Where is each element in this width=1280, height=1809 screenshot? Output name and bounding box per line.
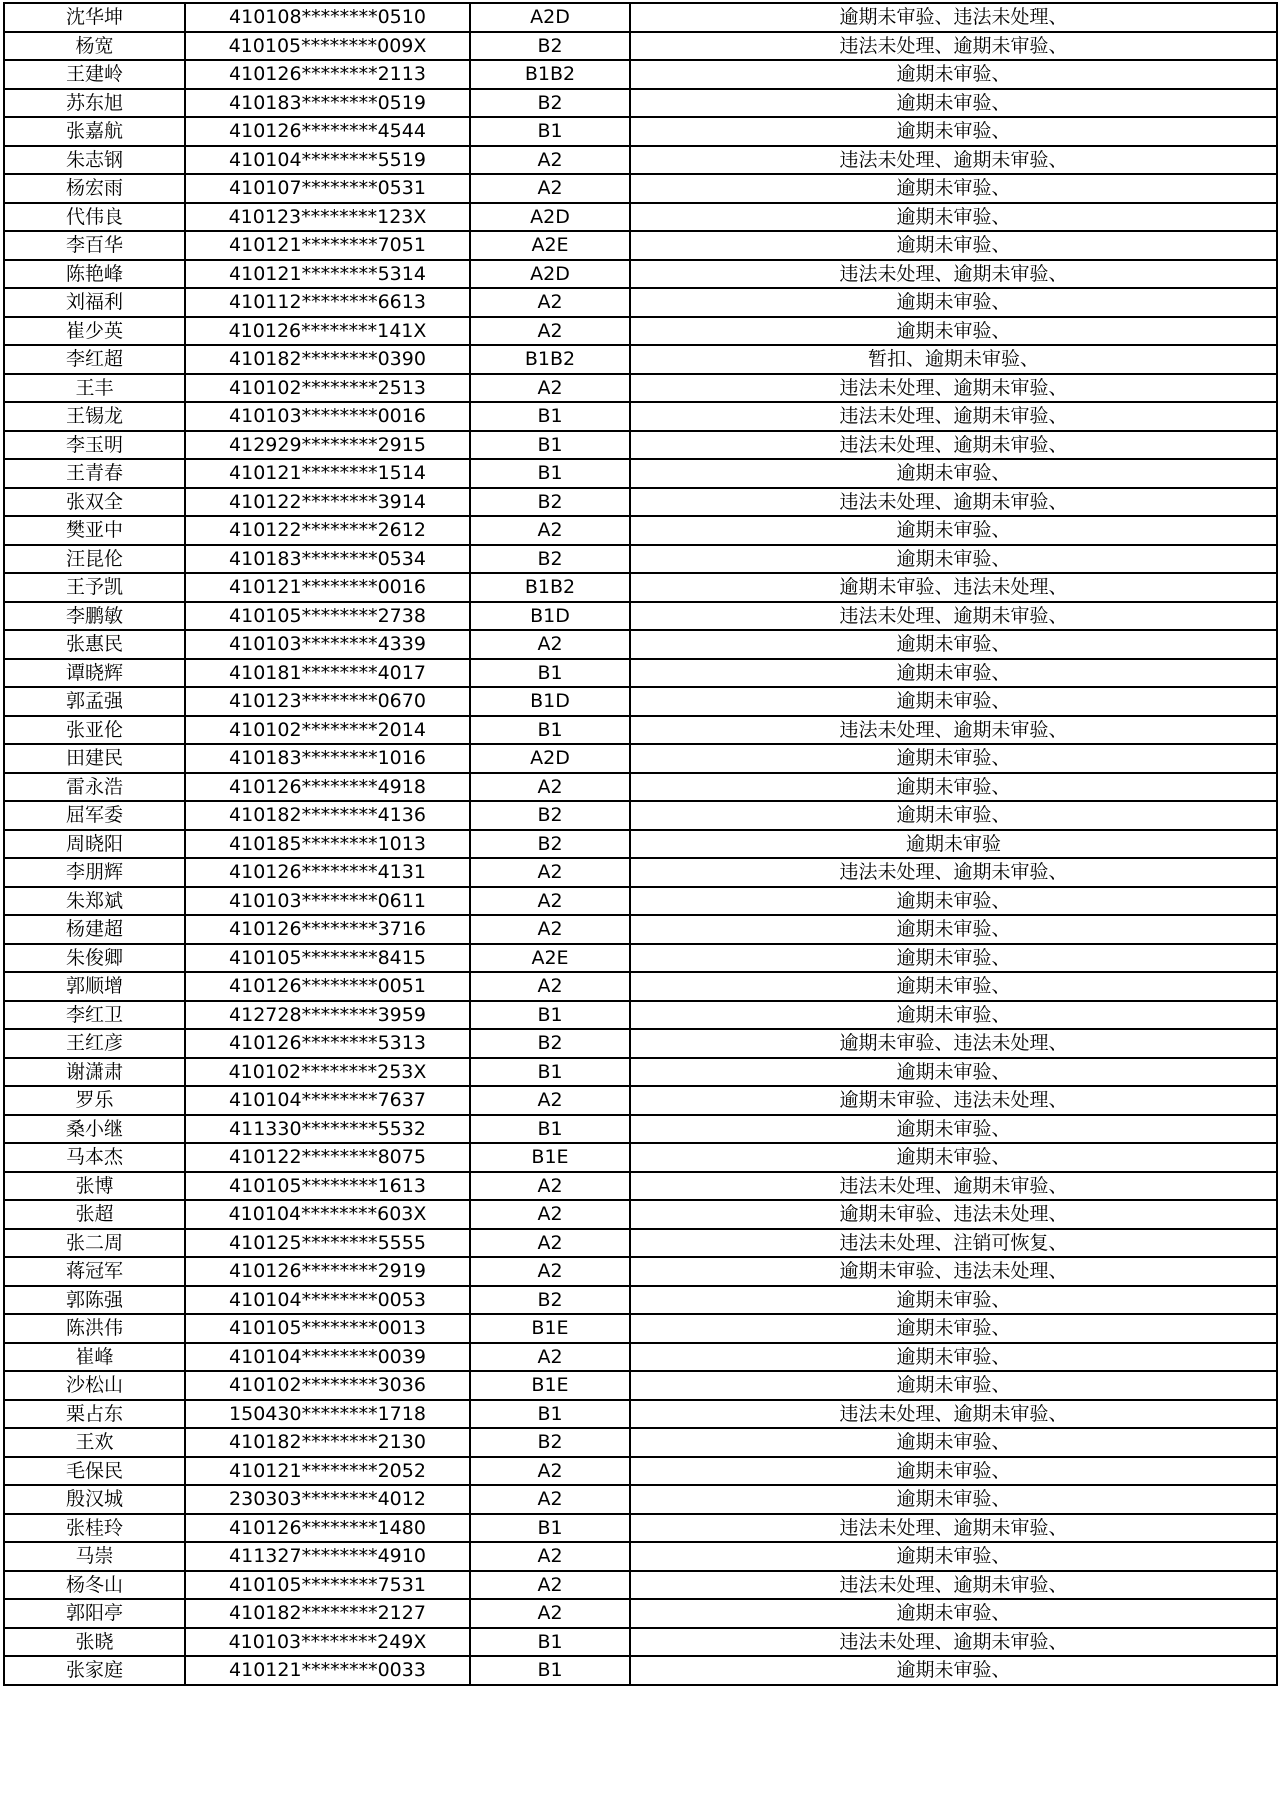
license-class-cell: A2	[470, 915, 630, 944]
name-cell: 王建岭	[4, 60, 185, 89]
status-cell: 逾期未审验、	[630, 972, 1277, 1001]
id-number-cell: 410123********0670	[185, 687, 470, 716]
license-class-cell: B2	[470, 1029, 630, 1058]
name-cell: 杨宽	[4, 32, 185, 61]
status-cell: 逾期未审验、	[630, 630, 1277, 659]
id-number-cell: 410121********2052	[185, 1457, 470, 1486]
name-cell: 张亚伦	[4, 716, 185, 745]
status-cell: 违法未处理、逾期未审验、	[630, 1514, 1277, 1543]
status-cell: 逾期未审验、违法未处理、	[630, 3, 1277, 32]
status-cell: 违法未处理、逾期未审验、	[630, 602, 1277, 631]
name-cell: 刘福利	[4, 288, 185, 317]
name-cell: 杨建超	[4, 915, 185, 944]
license-class-cell: B1B2	[470, 573, 630, 602]
license-class-cell: B2	[470, 488, 630, 517]
license-class-cell: A2	[470, 516, 630, 545]
status-cell: 逾期未审验、	[630, 174, 1277, 203]
license-class-cell: A2	[470, 1200, 630, 1229]
status-cell: 逾期未审验、	[630, 1371, 1277, 1400]
id-number-cell: 410103********0016	[185, 402, 470, 431]
table-row	[4, 1314, 1277, 1343]
name-cell: 张惠民	[4, 630, 185, 659]
id-number-cell: 410102********253X	[185, 1058, 470, 1087]
id-number-cell: 410183********0519	[185, 89, 470, 118]
id-number-cell: 410105********2738	[185, 602, 470, 631]
id-number-cell: 410102********3036	[185, 1371, 470, 1400]
table-body	[4, 3, 1277, 1685]
name-cell: 罗乐	[4, 1086, 185, 1115]
name-cell: 张超	[4, 1200, 185, 1229]
status-cell: 逾期未审验、	[630, 1001, 1277, 1030]
license-class-cell: B1E	[470, 1371, 630, 1400]
license-class-cell: A2	[470, 1086, 630, 1115]
status-cell: 违法未处理、逾期未审验、	[630, 374, 1277, 403]
status-cell: 逾期未审验、	[630, 744, 1277, 773]
table-row	[4, 858, 1277, 887]
table-row	[4, 288, 1277, 317]
table-row	[4, 972, 1277, 1001]
table-row	[4, 203, 1277, 232]
table-row	[4, 545, 1277, 574]
table-row	[4, 1200, 1277, 1229]
id-number-cell: 410122********3914	[185, 488, 470, 517]
license-class-cell: B1	[470, 1115, 630, 1144]
name-cell: 王丰	[4, 374, 185, 403]
status-cell: 逾期未审验、	[630, 1314, 1277, 1343]
status-cell: 违法未处理、逾期未审验、	[630, 1628, 1277, 1657]
id-number-cell: 410112********6613	[185, 288, 470, 317]
id-number-cell: 411327********4910	[185, 1542, 470, 1571]
license-class-cell: A2	[470, 1343, 630, 1372]
license-class-cell: B2	[470, 89, 630, 118]
table-row	[4, 174, 1277, 203]
status-cell: 逾期未审验、	[630, 1286, 1277, 1315]
name-cell: 谭晓辉	[4, 659, 185, 688]
table-row	[4, 1571, 1277, 1600]
table-row	[4, 260, 1277, 289]
status-cell: 逾期未审验、	[630, 203, 1277, 232]
id-number-cell: 410126********2919	[185, 1257, 470, 1286]
name-cell: 苏东旭	[4, 89, 185, 118]
license-class-cell: A2	[470, 1542, 630, 1571]
license-class-cell: A2	[470, 146, 630, 175]
status-cell: 逾期未审验、	[630, 117, 1277, 146]
status-cell: 逾期未审验、	[630, 1599, 1277, 1628]
table-row	[4, 317, 1277, 346]
table-row	[4, 1286, 1277, 1315]
name-cell: 李红卫	[4, 1001, 185, 1030]
id-number-cell: 410126********4131	[185, 858, 470, 887]
name-cell: 周晓阳	[4, 830, 185, 859]
id-number-cell: 410107********0531	[185, 174, 470, 203]
id-number-cell: 410103********4339	[185, 630, 470, 659]
license-class-cell: B2	[470, 32, 630, 61]
license-class-cell: A2	[470, 972, 630, 1001]
id-number-cell: 410104********7637	[185, 1086, 470, 1115]
id-number-cell: 410182********2127	[185, 1599, 470, 1628]
table-row	[4, 1628, 1277, 1657]
name-cell: 田建民	[4, 744, 185, 773]
table-row	[4, 89, 1277, 118]
status-cell: 逾期未审验、	[630, 459, 1277, 488]
table-row	[4, 1001, 1277, 1030]
table-row	[4, 1599, 1277, 1628]
name-cell: 李朋辉	[4, 858, 185, 887]
table-row	[4, 573, 1277, 602]
license-class-cell: A2	[470, 773, 630, 802]
table-row	[4, 231, 1277, 260]
status-cell: 逾期未审验、	[630, 231, 1277, 260]
table-row	[4, 1343, 1277, 1372]
name-cell: 毛保民	[4, 1457, 185, 1486]
id-number-cell: 410126********0051	[185, 972, 470, 1001]
name-cell: 崔少英	[4, 317, 185, 346]
name-cell: 李玉明	[4, 431, 185, 460]
id-number-cell: 410121********7051	[185, 231, 470, 260]
status-cell: 逾期未审验、	[630, 773, 1277, 802]
table-row	[4, 630, 1277, 659]
license-class-cell: B1	[470, 1400, 630, 1429]
table-row	[4, 773, 1277, 802]
status-cell: 违法未处理、逾期未审验、	[630, 858, 1277, 887]
table-row	[4, 1428, 1277, 1457]
license-class-cell: A2	[470, 1571, 630, 1600]
status-cell: 逾期未审验、	[630, 1343, 1277, 1372]
table-row	[4, 1400, 1277, 1429]
status-cell: 违法未处理、注销可恢复、	[630, 1229, 1277, 1258]
status-cell: 逾期未审验	[630, 830, 1277, 859]
id-number-cell: 410121********1514	[185, 459, 470, 488]
license-class-cell: B2	[470, 1428, 630, 1457]
license-class-cell: B1D	[470, 687, 630, 716]
status-cell: 逾期未审验、违法未处理、	[630, 1086, 1277, 1115]
status-cell: 逾期未审验、	[630, 659, 1277, 688]
id-number-cell: 410126********141X	[185, 317, 470, 346]
id-number-cell: 412728********3959	[185, 1001, 470, 1030]
status-cell: 逾期未审验、	[630, 545, 1277, 574]
name-cell: 张嘉航	[4, 117, 185, 146]
id-number-cell: 410182********2130	[185, 1428, 470, 1457]
table-row	[4, 32, 1277, 61]
status-cell: 逾期未审验、	[630, 801, 1277, 830]
table-row	[4, 887, 1277, 916]
name-cell: 李红超	[4, 345, 185, 374]
table-row	[4, 801, 1277, 830]
status-cell: 逾期未审验、	[630, 1457, 1277, 1486]
id-number-cell: 410183********0534	[185, 545, 470, 574]
license-class-cell: A2	[470, 1257, 630, 1286]
name-cell: 郭顺增	[4, 972, 185, 1001]
id-number-cell: 412929********2915	[185, 431, 470, 460]
license-class-cell: A2	[470, 288, 630, 317]
license-class-cell: B1	[470, 431, 630, 460]
license-class-cell: B2	[470, 545, 630, 574]
table-row	[4, 146, 1277, 175]
table-row	[4, 1485, 1277, 1514]
license-class-cell: B1	[470, 459, 630, 488]
name-cell: 蒋冠军	[4, 1257, 185, 1286]
name-cell: 张二周	[4, 1229, 185, 1258]
name-cell: 樊亚中	[4, 516, 185, 545]
license-class-cell: B1E	[470, 1143, 630, 1172]
name-cell: 王予凯	[4, 573, 185, 602]
table-row	[4, 1029, 1277, 1058]
status-cell: 违法未处理、逾期未审验、	[630, 488, 1277, 517]
name-cell: 殷汉城	[4, 1485, 185, 1514]
id-number-cell: 410183********1016	[185, 744, 470, 773]
id-number-cell: 410108********0510	[185, 3, 470, 32]
license-class-cell: A2	[470, 1229, 630, 1258]
name-cell: 郭陈强	[4, 1286, 185, 1315]
table-row	[4, 488, 1277, 517]
id-number-cell: 410105********009X	[185, 32, 470, 61]
name-cell: 郭阳亭	[4, 1599, 185, 1628]
license-class-cell: A2	[470, 174, 630, 203]
status-cell: 逾期未审验、	[630, 687, 1277, 716]
id-number-cell: 410104********603X	[185, 1200, 470, 1229]
license-class-cell: B1B2	[470, 345, 630, 374]
table-row	[4, 1371, 1277, 1400]
status-cell: 违法未处理、逾期未审验、	[630, 146, 1277, 175]
license-class-cell: B1E	[470, 1314, 630, 1343]
id-number-cell: 230303********4012	[185, 1485, 470, 1514]
status-cell: 逾期未审验、	[630, 60, 1277, 89]
table-row	[4, 1542, 1277, 1571]
table-row	[4, 402, 1277, 431]
table-row	[4, 915, 1277, 944]
id-number-cell: 410105********1613	[185, 1172, 470, 1201]
name-cell: 朱俊卿	[4, 944, 185, 973]
table-row	[4, 1143, 1277, 1172]
table-row	[4, 1656, 1277, 1685]
license-class-cell: B1	[470, 117, 630, 146]
status-cell: 逾期未审验、	[630, 1542, 1277, 1571]
name-cell: 王锡龙	[4, 402, 185, 431]
id-number-cell: 410121********5314	[185, 260, 470, 289]
license-status-table	[3, 2, 1278, 1686]
license-class-cell: B1	[470, 716, 630, 745]
license-class-cell: B2	[470, 1286, 630, 1315]
name-cell: 马本杰	[4, 1143, 185, 1172]
name-cell: 张博	[4, 1172, 185, 1201]
license-class-cell: B1	[470, 1514, 630, 1543]
name-cell: 陈艳峰	[4, 260, 185, 289]
name-cell: 王欢	[4, 1428, 185, 1457]
name-cell: 张家庭	[4, 1656, 185, 1685]
status-cell: 逾期未审验、	[630, 288, 1277, 317]
name-cell: 张晓	[4, 1628, 185, 1657]
name-cell: 杨冬山	[4, 1571, 185, 1600]
name-cell: 郭孟强	[4, 687, 185, 716]
name-cell: 沙松山	[4, 1371, 185, 1400]
id-number-cell: 410102********2014	[185, 716, 470, 745]
license-class-cell: A2E	[470, 944, 630, 973]
name-cell: 朱志钢	[4, 146, 185, 175]
license-class-cell: B1	[470, 1001, 630, 1030]
id-number-cell: 410105********8415	[185, 944, 470, 973]
status-cell: 逾期未审验、	[630, 1143, 1277, 1172]
table-row	[4, 3, 1277, 32]
license-class-cell: A2D	[470, 3, 630, 32]
name-cell: 张双全	[4, 488, 185, 517]
license-class-cell: A2	[470, 630, 630, 659]
status-cell: 违法未处理、逾期未审验、	[630, 1400, 1277, 1429]
table-row	[4, 117, 1277, 146]
name-cell: 王青春	[4, 459, 185, 488]
status-cell: 逾期未审验、	[630, 317, 1277, 346]
license-class-cell: A2	[470, 374, 630, 403]
license-class-cell: B1	[470, 402, 630, 431]
id-number-cell: 410126********4544	[185, 117, 470, 146]
id-number-cell: 410105********7531	[185, 1571, 470, 1600]
id-number-cell: 410102********2513	[185, 374, 470, 403]
table-row	[4, 744, 1277, 773]
status-cell: 违法未处理、逾期未审验、	[630, 1571, 1277, 1600]
status-cell: 逾期未审验、	[630, 89, 1277, 118]
table-row	[4, 1457, 1277, 1486]
table-row	[4, 345, 1277, 374]
id-number-cell: 410104********0053	[185, 1286, 470, 1315]
name-cell: 李百华	[4, 231, 185, 260]
status-cell: 逾期未审验、	[630, 915, 1277, 944]
table-row	[4, 1086, 1277, 1115]
id-number-cell: 410185********1013	[185, 830, 470, 859]
license-class-cell: A2	[470, 858, 630, 887]
status-cell: 逾期未审验、	[630, 1656, 1277, 1685]
license-class-cell: A2	[470, 1485, 630, 1514]
license-class-cell: A2D	[470, 260, 630, 289]
status-cell: 逾期未审验、	[630, 1428, 1277, 1457]
name-cell: 沈华坤	[4, 3, 185, 32]
id-number-cell: 410122********2612	[185, 516, 470, 545]
name-cell: 朱郑斌	[4, 887, 185, 916]
id-number-cell: 410104********0039	[185, 1343, 470, 1372]
name-cell: 栗占东	[4, 1400, 185, 1429]
id-number-cell: 410126********5313	[185, 1029, 470, 1058]
id-number-cell: 410126********4918	[185, 773, 470, 802]
id-number-cell: 410126********1480	[185, 1514, 470, 1543]
name-cell: 崔峰	[4, 1343, 185, 1372]
status-cell: 逾期未审验、	[630, 1115, 1277, 1144]
status-cell: 逾期未审验、违法未处理、	[630, 1257, 1277, 1286]
table-row	[4, 944, 1277, 973]
status-cell: 违法未处理、逾期未审验、	[630, 402, 1277, 431]
license-class-cell: A2	[470, 317, 630, 346]
status-cell: 违法未处理、逾期未审验、	[630, 32, 1277, 61]
table-row	[4, 1229, 1277, 1258]
license-class-cell: B1	[470, 659, 630, 688]
table-row	[4, 1257, 1277, 1286]
id-number-cell: 410182********4136	[185, 801, 470, 830]
license-class-cell: B2	[470, 830, 630, 859]
id-number-cell: 410182********0390	[185, 345, 470, 374]
status-cell: 违法未处理、逾期未审验、	[630, 431, 1277, 460]
id-number-cell: 410104********5519	[185, 146, 470, 175]
license-class-cell: B1D	[470, 602, 630, 631]
name-cell: 代伟良	[4, 203, 185, 232]
license-class-cell: B1	[470, 1058, 630, 1087]
table-row	[4, 687, 1277, 716]
license-class-cell: A2D	[470, 744, 630, 773]
license-class-cell: A2	[470, 887, 630, 916]
name-cell: 桑小继	[4, 1115, 185, 1144]
name-cell: 张桂玲	[4, 1514, 185, 1543]
license-class-cell: A2	[470, 1457, 630, 1486]
id-number-cell: 410123********123X	[185, 203, 470, 232]
name-cell: 汪昆伦	[4, 545, 185, 574]
name-cell: 王红彦	[4, 1029, 185, 1058]
table-row	[4, 516, 1277, 545]
status-cell: 逾期未审验、	[630, 887, 1277, 916]
status-cell: 违法未处理、逾期未审验、	[630, 260, 1277, 289]
table-row	[4, 1514, 1277, 1543]
id-number-cell: 410126********3716	[185, 915, 470, 944]
id-number-cell: 410121********0033	[185, 1656, 470, 1685]
table-row	[4, 1115, 1277, 1144]
table-row	[4, 1172, 1277, 1201]
status-cell: 违法未处理、逾期未审验、	[630, 1172, 1277, 1201]
status-cell: 逾期未审验、违法未处理、	[630, 573, 1277, 602]
name-cell: 马崇	[4, 1542, 185, 1571]
table-row	[4, 431, 1277, 460]
id-number-cell: 410125********5555	[185, 1229, 470, 1258]
license-class-cell: B1B2	[470, 60, 630, 89]
status-cell: 逾期未审验、	[630, 1485, 1277, 1514]
name-cell: 屈军委	[4, 801, 185, 830]
license-class-cell: A2	[470, 1599, 630, 1628]
license-class-cell: B2	[470, 801, 630, 830]
table-row	[4, 1058, 1277, 1087]
license-class-cell: A2E	[470, 231, 630, 260]
status-cell: 逾期未审验、	[630, 1058, 1277, 1087]
id-number-cell: 410126********2113	[185, 60, 470, 89]
table-row	[4, 830, 1277, 859]
status-cell: 逾期未审验、违法未处理、	[630, 1200, 1277, 1229]
license-class-cell: A2D	[470, 203, 630, 232]
name-cell: 雷永浩	[4, 773, 185, 802]
table-row	[4, 374, 1277, 403]
id-number-cell: 410122********8075	[185, 1143, 470, 1172]
id-number-cell: 411330********5532	[185, 1115, 470, 1144]
table-row	[4, 459, 1277, 488]
id-number-cell: 410181********4017	[185, 659, 470, 688]
table-row	[4, 659, 1277, 688]
id-number-cell: 410103********0611	[185, 887, 470, 916]
status-cell: 暂扣、逾期未审验、	[630, 345, 1277, 374]
name-cell: 杨宏雨	[4, 174, 185, 203]
id-number-cell: 410121********0016	[185, 573, 470, 602]
id-number-cell: 410103********249X	[185, 1628, 470, 1657]
name-cell: 李鹏敏	[4, 602, 185, 631]
license-class-cell: B1	[470, 1656, 630, 1685]
license-class-cell: B1	[470, 1628, 630, 1657]
status-cell: 逾期未审验、	[630, 516, 1277, 545]
status-cell: 逾期未审验、违法未处理、	[630, 1029, 1277, 1058]
id-number-cell: 150430********1718	[185, 1400, 470, 1429]
table-row	[4, 716, 1277, 745]
id-number-cell: 410105********0013	[185, 1314, 470, 1343]
status-cell: 逾期未审验、	[630, 944, 1277, 973]
table-row	[4, 602, 1277, 631]
name-cell: 陈洪伟	[4, 1314, 185, 1343]
status-cell: 违法未处理、逾期未审验、	[630, 716, 1277, 745]
license-class-cell: A2	[470, 1172, 630, 1201]
table-row	[4, 60, 1277, 89]
name-cell: 谢潇肃	[4, 1058, 185, 1087]
